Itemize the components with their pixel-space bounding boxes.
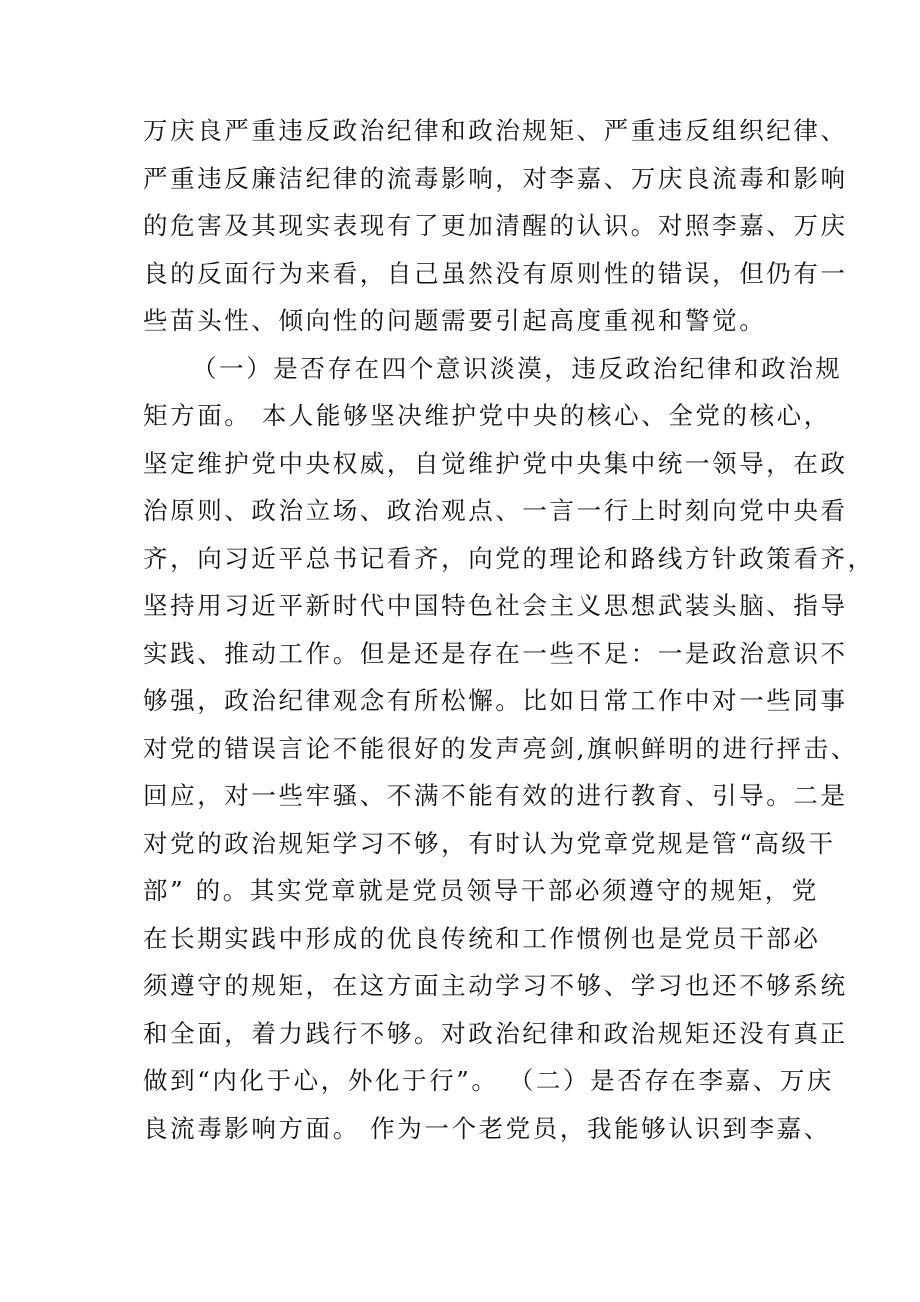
text-line: 做到“内化于心，外化于行”。 （二）是否存在李嘉、万庆 [143, 1066, 835, 1095]
text-line: 良流毒影响方面。 作为一个老党员，我能够认识到李嘉、 [143, 1113, 831, 1143]
text-line: 在长期实践中形成的优良传统和工作惯例也是党员干部必 [143, 923, 821, 953]
text-line: 的危害及其现实表现有了更加清醒的认识。对照李嘉、万庆 [143, 211, 848, 240]
text-line: 齐，向习近平总书记看齐，向党的理论和路线方针政策看齐， [143, 543, 875, 573]
text-line: 治原则、政治立场、政治观点、一言一行上时刻向党中央看 [143, 496, 848, 525]
text-line: 和全面，着力践行不够。对政治纪律和政治规矩还没有真正 [143, 1018, 848, 1048]
text-line: 坚持用习近平新时代中国特色社会主义思想武装头脑、指导 [143, 591, 848, 620]
text-line: 万庆良严重违反政治纪律和政治规矩、严重违反组织纪律、 [143, 116, 848, 145]
text-line: 实践、推动工作。但是还是存在一些不足：一是政治意识不 [143, 638, 848, 668]
text-line: 良的反面行为来看，自己虽然没有原则性的错误，但仍有一 [143, 258, 848, 288]
section-heading-line: （一）是否存在四个意识淡漠，违反政治纪律和政治规 [192, 353, 843, 383]
text-line: 严重违反廉洁纪律的流毒影响，对李嘉、万庆良流毒和影响 [143, 163, 848, 193]
text-line: 部” 的。其实党章就是党员领导干部必须遵守的规矩，党 [143, 876, 819, 905]
text-line: 够强，政治纪律观念有所松懈。比如日常工作中对一些同事 [143, 686, 848, 715]
text-line: 回应，对一些牢骚、不满不能有效的进行教育、引导。二是 [143, 781, 848, 810]
body-text [143, 107, 875, 1152]
text-line: 矩方面。 本人能够坚决维护党中央的核心、全党的核心， [143, 401, 831, 430]
text-line: 须遵守的规矩，在这方面主动学习不够、学习也还不够系统 [143, 971, 848, 1000]
text-line: 对党的政治规矩学习不够，有时认为党章党规是管“高级干 [143, 828, 836, 858]
text-line: 些苗头性、倾向性的问题需要引起高度重视和警觉。 [143, 306, 767, 335]
text-line: 对党的错误言论不能很好的发声亮剑,旗帜鲜明的进行抨击、 [143, 733, 858, 763]
text-line: 坚定维护党中央权威，自觉维护党中央集中统一领导，在政 [143, 448, 848, 478]
